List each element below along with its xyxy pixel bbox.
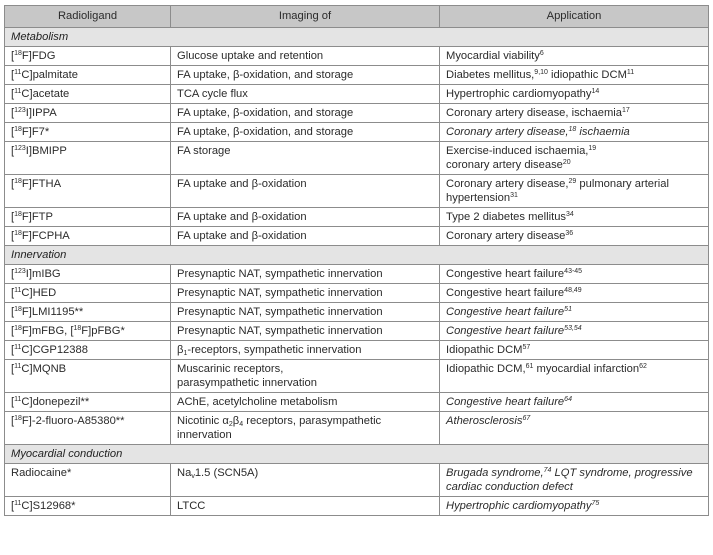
radioligand-cell: [$^{11}$C]palmitate: [5, 66, 171, 85]
application-cell: Brugada syndrome,$^{74}$ LQT syndrome, progressive cardiac conduction defect: [440, 464, 709, 497]
imaging-cell: FA uptake, β-oxidation, and storage: [171, 104, 440, 123]
radioligand-cell: [$^{18}$F]FDG: [5, 47, 171, 66]
imaging-cell: FA uptake and β-oxidation: [171, 227, 440, 246]
imaging-cell: FA uptake, β-oxidation, and storage: [171, 66, 440, 85]
imaging-cell: Presynaptic NAT, sympathetic innervation: [171, 284, 440, 303]
application-cell: Exercise-induced ischaemia,$^{19}$ coronary artery disease$^{20}$: [440, 142, 709, 175]
imaging-cell: Presynaptic NAT, sympathetic innervation: [171, 265, 440, 284]
application-cell: Diabetes mellitus,$^{9,10}$ idiopathic DCM$^{11}$: [440, 66, 709, 85]
imaging-cell: Nicotinic $\alpha_2\beta_4$ receptors, parasympathetic innervation: [171, 412, 440, 445]
section-title: Metabolism: [5, 28, 709, 47]
application-cell: Hypertrophic cardiomyopathy$^{14}$: [440, 85, 709, 104]
radioligand-cell: [$^{123}$I]mIBG: [5, 265, 171, 284]
application-cell: Coronary artery disease,$^{18}$ ischaemia: [440, 123, 709, 142]
radioligand-cell: [$^{11}$C]MQNB: [5, 360, 171, 393]
table-row: [5, 85, 709, 104]
table-row: [5, 123, 709, 142]
radioligand-cell: Radiocaine*: [5, 464, 171, 497]
table-row: [5, 412, 709, 445]
section-row: [5, 445, 709, 464]
imaging-cell: FA storage: [171, 142, 440, 175]
imaging-cell: FA uptake and β-oxidation: [171, 208, 440, 227]
table-row: [5, 47, 709, 66]
imaging-cell: $\beta_1$-receptors, sympathetic innervation: [171, 341, 440, 360]
table-row: [5, 497, 709, 516]
application-cell: Hypertrophic cardiomyopathy$^{75}$: [440, 497, 709, 516]
application-cell: Congestive heart failure$^{48,49}$: [440, 284, 709, 303]
radioligand-cell: [$^{18}$F]mFBG, [$^{18}$F]pFBG*: [5, 322, 171, 341]
table-row: [5, 393, 709, 412]
header-application: Application: [440, 6, 709, 28]
table-row: [5, 322, 709, 341]
table-row: [5, 208, 709, 227]
radioligand-cell: [$^{18}$F]LMI1195**: [5, 303, 171, 322]
table-row: [5, 341, 709, 360]
application-cell: Coronary artery disease, ischaemia$^{17}$: [440, 104, 709, 123]
table-row: [5, 303, 709, 322]
table-row: [5, 175, 709, 208]
radioligand-cell: [$^{18}$F]F7*: [5, 123, 171, 142]
imaging-cell: FA uptake, β-oxidation, and storage: [171, 123, 440, 142]
application-cell: Idiopathic DCM,$^{61}$ myocardial infarction$^{62}$: [440, 360, 709, 393]
radioligand-cell: [$^{18}$F]-2-fluoro-A85380**: [5, 412, 171, 445]
table-row: [5, 265, 709, 284]
imaging-cell: Presynaptic NAT, sympathetic innervation: [171, 303, 440, 322]
radioligand-cell: [$^{11}$C]S12968*: [5, 497, 171, 516]
radioligand-cell: [$^{11}$C]acetate: [5, 85, 171, 104]
header-radioligand: Radioligand: [5, 6, 171, 28]
table-row: [5, 227, 709, 246]
application-cell: Congestive heart failure$^{64}$: [440, 393, 709, 412]
table-row: [5, 104, 709, 123]
table-body: [5, 28, 709, 516]
application-cell: Congestive heart failure$^{51}$: [440, 303, 709, 322]
imaging-cell: Muscarinic receptors, parasympathetic innervation: [171, 360, 440, 393]
application-cell: Congestive heart failure$^{53,54}$: [440, 322, 709, 341]
radioligand-table: [4, 5, 709, 516]
section-title: Myocardial conduction: [5, 445, 709, 464]
radioligand-cell: [$^{123}$I]IPPA: [5, 104, 171, 123]
table-row: [5, 360, 709, 393]
section-row: [5, 28, 709, 47]
application-cell: Myocardial viability$^6$: [440, 47, 709, 66]
radioligand-cell: [$^{18}$F]FCPHA: [5, 227, 171, 246]
radioligand-cell: [$^{18}$F]FTHA: [5, 175, 171, 208]
table-row: [5, 66, 709, 85]
header-row: [5, 6, 709, 28]
application-cell: Type 2 diabetes mellitus$^{34}$: [440, 208, 709, 227]
imaging-cell: Glucose uptake and retention: [171, 47, 440, 66]
imaging-cell: TCA cycle flux: [171, 85, 440, 104]
radioligand-cell: [$^{11}$C]donepezil**: [5, 393, 171, 412]
section-row: [5, 246, 709, 265]
radioligand-cell: [$^{123}$I]BMIPP: [5, 142, 171, 175]
application-cell: Coronary artery disease,$^{29}$ pulmonary arterial hypertension$^{31}$: [440, 175, 709, 208]
application-cell: Congestive heart failure$^{43-45}$: [440, 265, 709, 284]
table-row: [5, 142, 709, 175]
table-row: [5, 284, 709, 303]
imaging-cell: Presynaptic NAT, sympathetic innervation: [171, 322, 440, 341]
application-cell: Coronary artery disease$^{36}$: [440, 227, 709, 246]
header-imaging-of: Imaging of: [171, 6, 440, 28]
radioligand-cell: [$^{11}$C]HED: [5, 284, 171, 303]
application-cell: Idiopathic DCM$^{57}$: [440, 341, 709, 360]
table-row: [5, 464, 709, 497]
imaging-cell: $Na_v1.5$ (SCN5A): [171, 464, 440, 497]
radioligand-cell: [$^{18}$F]FTP: [5, 208, 171, 227]
application-cell: Atherosclerosis$^{67}$: [440, 412, 709, 445]
imaging-cell: LTCC: [171, 497, 440, 516]
imaging-cell: AChE, acetylcholine metabolism: [171, 393, 440, 412]
radioligand-cell: [$^{11}$C]CGP12388: [5, 341, 171, 360]
section-title: Innervation: [5, 246, 709, 265]
imaging-cell: FA uptake and β-oxidation: [171, 175, 440, 208]
